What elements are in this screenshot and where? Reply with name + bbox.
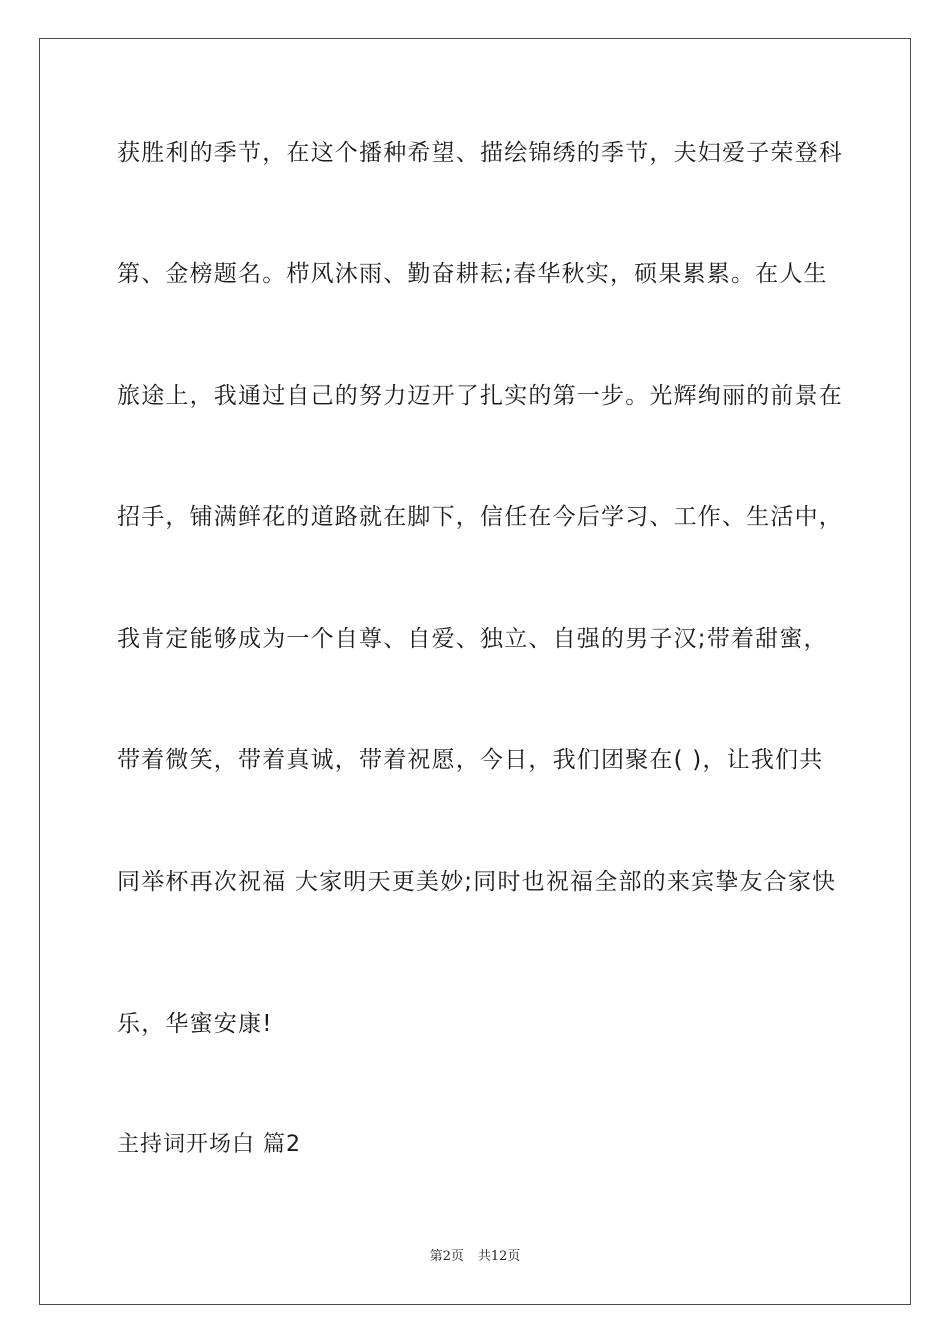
total-page-count: 共12页	[477, 1249, 521, 1264]
body-text-line: 带着微笑，带着真诚，带着祝愿，今日，我们团聚在( )，让我们共	[117, 747, 824, 773]
body-text-line: 同举杯再次祝福 大家明天更美妙;同时也祝福全部的来宾挚友合家快	[117, 869, 837, 895]
page-footer	[0, 1248, 950, 1266]
body-text-line: 招手，铺满鲜花的道路就在脚下，信任在今后学习、工作、生活中，	[117, 504, 843, 530]
page-border	[39, 38, 911, 1305]
body-text-line: 第、金榜题名。栉风沐雨、勤奋耕耘;春华秋实，硕果累累。在人生	[117, 261, 828, 287]
body-text-line: 获胜利的季节，在这个播种希望、描绘锦绣的季节，夫妇爱子荣登科	[117, 140, 843, 166]
section-heading: 主持词开场白 篇2	[117, 1132, 301, 1157]
current-page-number: 第2页	[429, 1249, 464, 1264]
body-text-line: 乐，华蜜安康!	[117, 1011, 273, 1037]
body-text-line: 旅途上，我通过自己的努力迈开了扎实的第一步。光辉绚丽的前景在	[117, 383, 843, 409]
body-text-line: 我肯定能够成为一个自尊、自爱、独立、自强的男子汉;带着甜蜜，	[117, 626, 828, 652]
